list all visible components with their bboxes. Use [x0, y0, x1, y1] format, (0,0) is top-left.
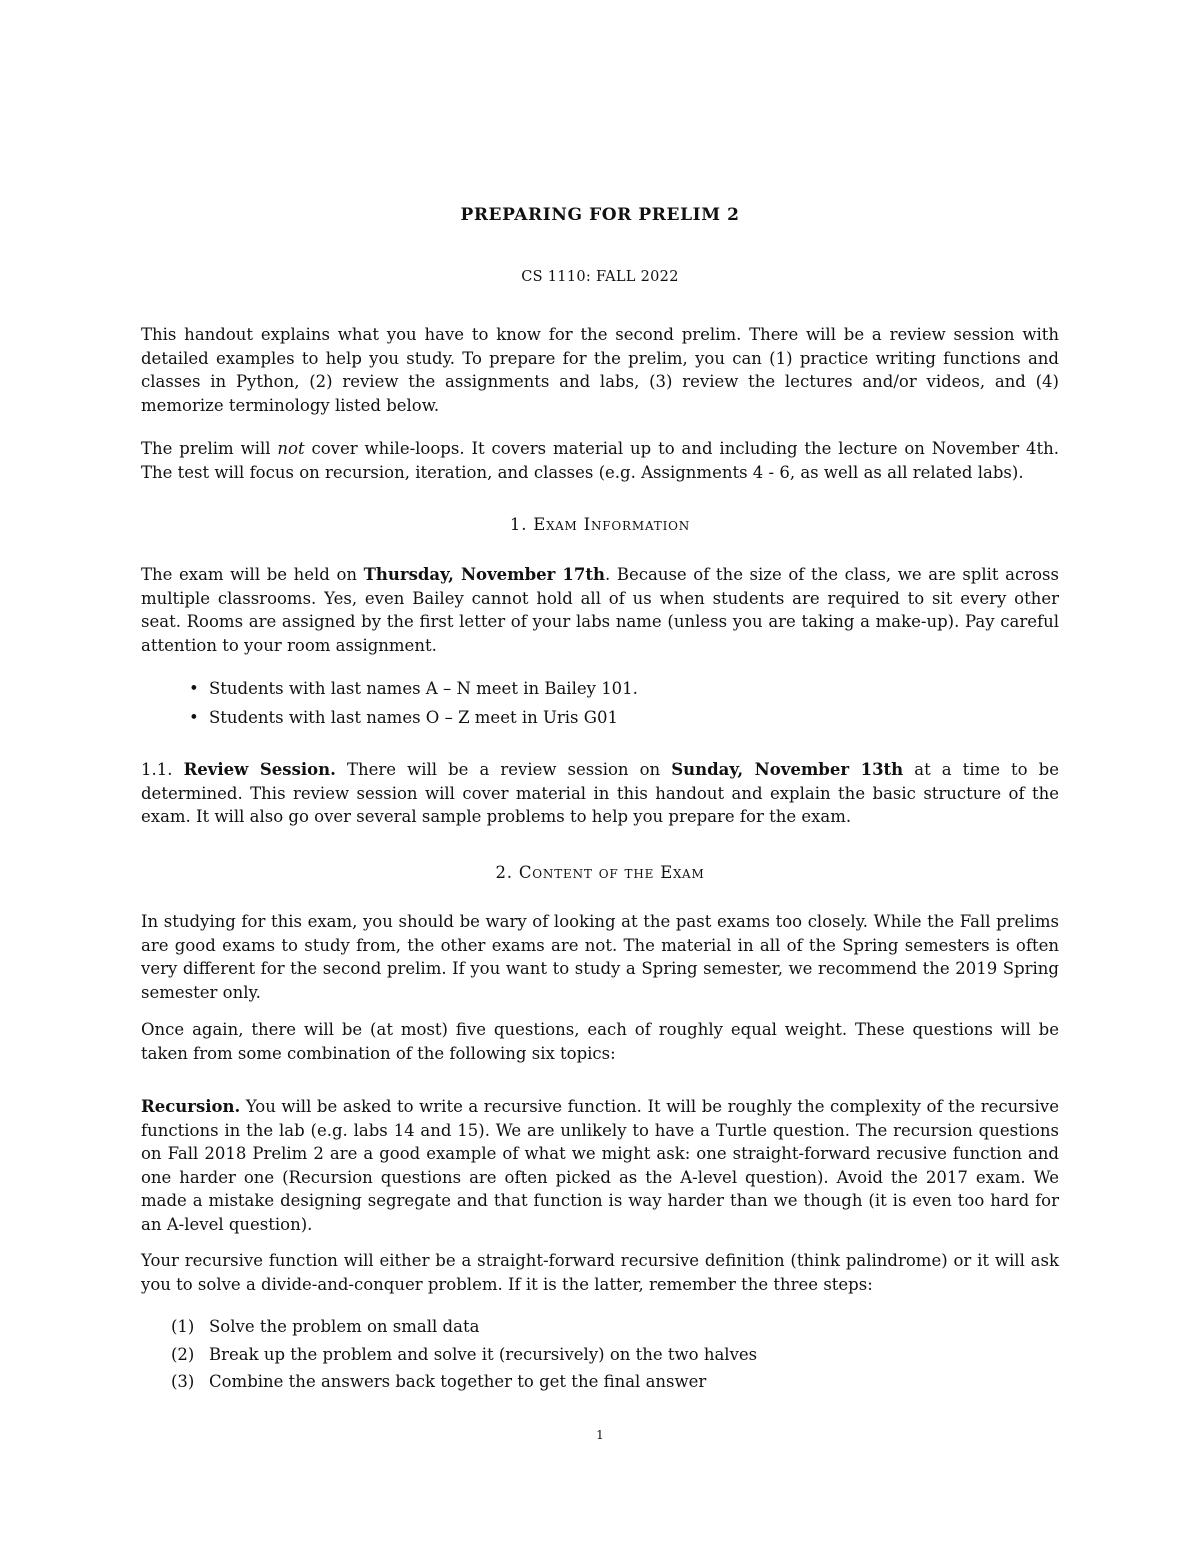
section-heading-content-of-exam: 2. Content of the Exam — [495, 863, 705, 882]
list-item: (2) Break up the problem and solve it (recursively) on the two halves — [171, 1344, 758, 1364]
past-exams-paragraph: In studying for this exam, you should be wary of looking at the past exams too closely. While the Fall prelims are good exams to study from, the other exams are not. The material in all of the Spring semesters is often very different for the second prelim. If you want to study a Spring semester, we recommend the 2019 Spring semester only. — [141, 912, 1059, 1002]
bullet-icon: • — [189, 679, 199, 698]
subsection-heading-review-session: Review Session. — [183, 760, 336, 779]
recursion-paragraph: Recursion. You will be asked to write a recursive function. It will be roughly the complexity of the recursive functions in the lab (e.g. labs 14 and 15). We are unlikely to have a Turtle question. The recursion questions on Fall 2018 Prelim 2 are a good example of what we might ask: one straight-forward recusive function and one harder one (Recursion questions are often picked as the A-level question). Avoid the 2017 exam. We made a mistake designing segregate and that function is way harder than we though (it is even too hard for an A-level question). — [141, 1097, 1059, 1234]
page-title: PREPARING FOR PRELIM 2 — [460, 205, 740, 225]
divide-conquer-paragraph: Your recursive function will either be a straight-forward recursive definition (think palindrome) or it will ask you to solve a divide-and-conquer problem. If it is the latter, remember the three steps: — [141, 1251, 1059, 1294]
subsection-number: 1.1. — [141, 760, 173, 779]
bullet-icon: • — [189, 708, 199, 727]
emphasis-not: not — [277, 439, 305, 458]
room-assignment-list — [187, 677, 638, 735]
list-item: • Students with last names A – N meet in Bailey 101. — [187, 677, 638, 706]
list-item: (3) Combine the answers back together to get the final answer — [171, 1372, 707, 1391]
section-heading-exam-information: 1. Exam Information — [509, 515, 691, 534]
intro-paragraph: This handout explains what you have to know for the second prelim. There will be a review session with detailed examples to help you study. To prepare for the prelim, you can (1) practice writing functions and classes in Python, (2) review the assignments and labs, (3) review the lectures and/or videos, and (4) memorize terminology listed below. — [141, 325, 1059, 415]
review-session-paragraph: 1.1. Review Session. There will be a review session on Sunday, November 13th at a time to be determined. This review session will cover material in this handout and explain the basic structure of the exam. It will also go over several sample problems to help you prepare for the exam. — [141, 760, 1059, 826]
question-count-paragraph: Once again, there will be (at most) five questions, each of roughly equal weight. These questions will be taken from some combination of the following six topics: — [141, 1020, 1059, 1063]
page-number: 1 — [596, 1428, 604, 1442]
list-item: (1) Solve the problem on small data — [171, 1317, 480, 1336]
exam-date-paragraph: The exam will be held on Thursday, November 17th. Because of the size of the class, we are split across multiple classrooms. Yes, even Bailey cannot hold all of us when students are required to sit every other seat. Rooms are assigned by the first letter of your labs name (unless you are taking a make-up). Pay careful attention to your room assignment. — [141, 565, 1059, 655]
scope-paragraph: The prelim will not cover while-loops. It covers material up to and including the lecture on November 4th. The test will focus on recursion, iteration, and classes (e.g. Assignments 4 - 6, as well as all related labs). — [141, 439, 1059, 482]
exam-date: Thursday, November 17th — [363, 565, 606, 584]
review-date: Sunday, November 13th — [671, 760, 904, 779]
list-item: • Students with last names O – Z meet in Uris G01 — [187, 706, 638, 735]
divide-conquer-steps — [171, 1315, 757, 1398]
course-subtitle: CS 1110: FALL 2022 — [521, 269, 679, 285]
topic-heading-recursion: Recursion. — [141, 1097, 241, 1116]
